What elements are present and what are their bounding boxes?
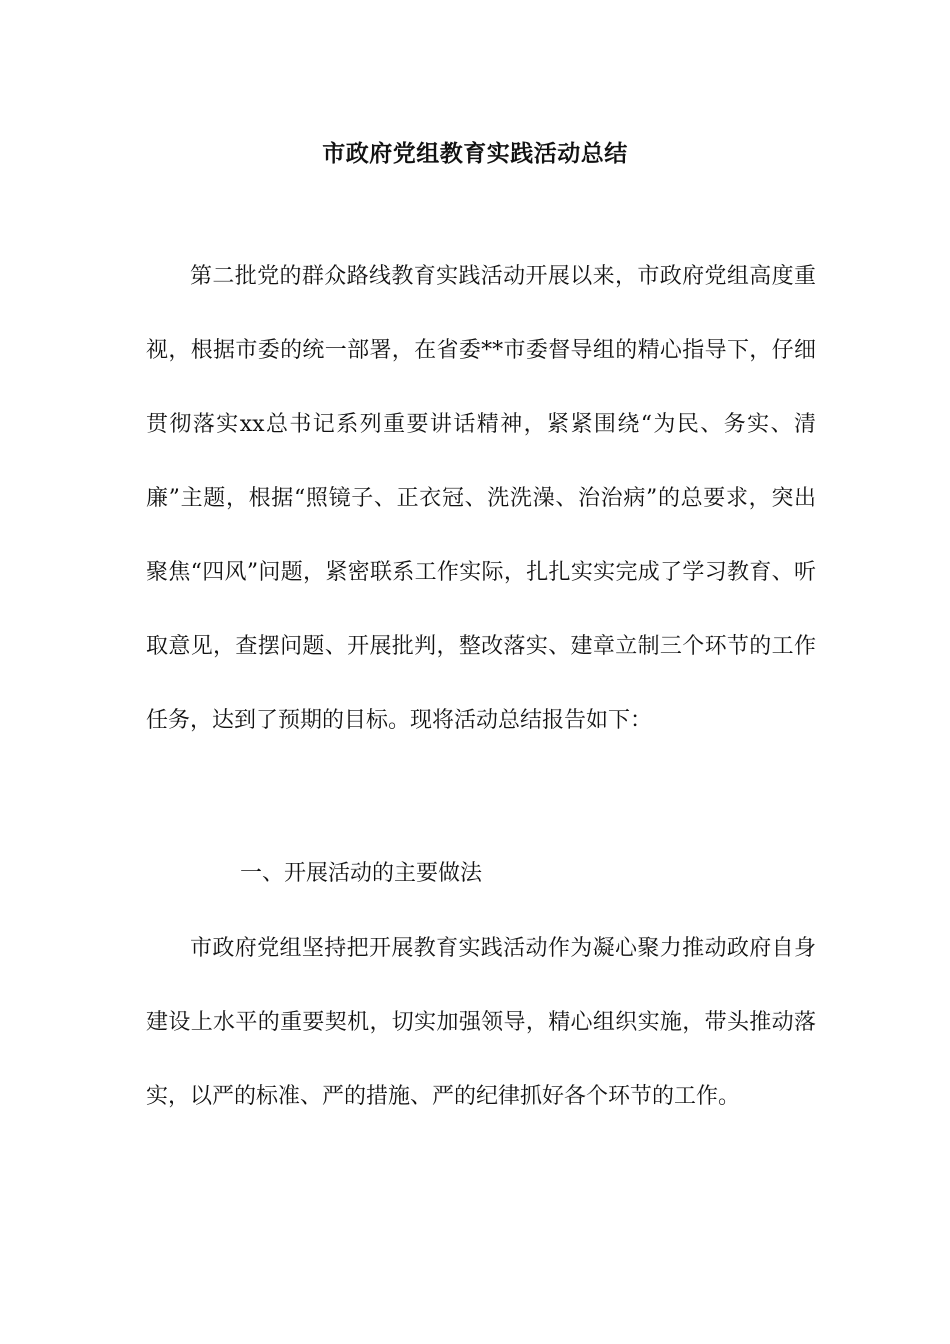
body-paragraph-2: 市政府党组坚持把开展教育实践活动作为凝心聚力推动政府自身建设上水平的重要契机，切实加强领导，精心组织实施，带头推动落实，以严的标准、严的措施、严的纪律抓好各个环节的工作。 bbox=[146, 936, 816, 1109]
body-paragraph-1: 第二批党的群众路线教育实践活动开展以来，市政府党组高度重视，根据市委的统一部署，在省委**市委督导组的精心指导下，仔细贯彻落实xx总书记系列重要讲话精神，紧紧围绕“为民、务实、清廉”主题，根据“照镜子、正衣冠、洗洗澡、治治病”的总要求，突出聚焦“四风”问题，紧密联系工作实际，扎扎实实完成了学习教育、听取意见，查摆问题、开展批判，整改落实、建章立制三个环节的工作任务，达到了预期的目标。现将活动总结报告如下： bbox=[146, 264, 816, 733]
section-heading-1: 一、开展活动的主要做法 bbox=[240, 861, 483, 886]
document-title: 市政府党组教育实践活动总结 bbox=[322, 140, 628, 167]
